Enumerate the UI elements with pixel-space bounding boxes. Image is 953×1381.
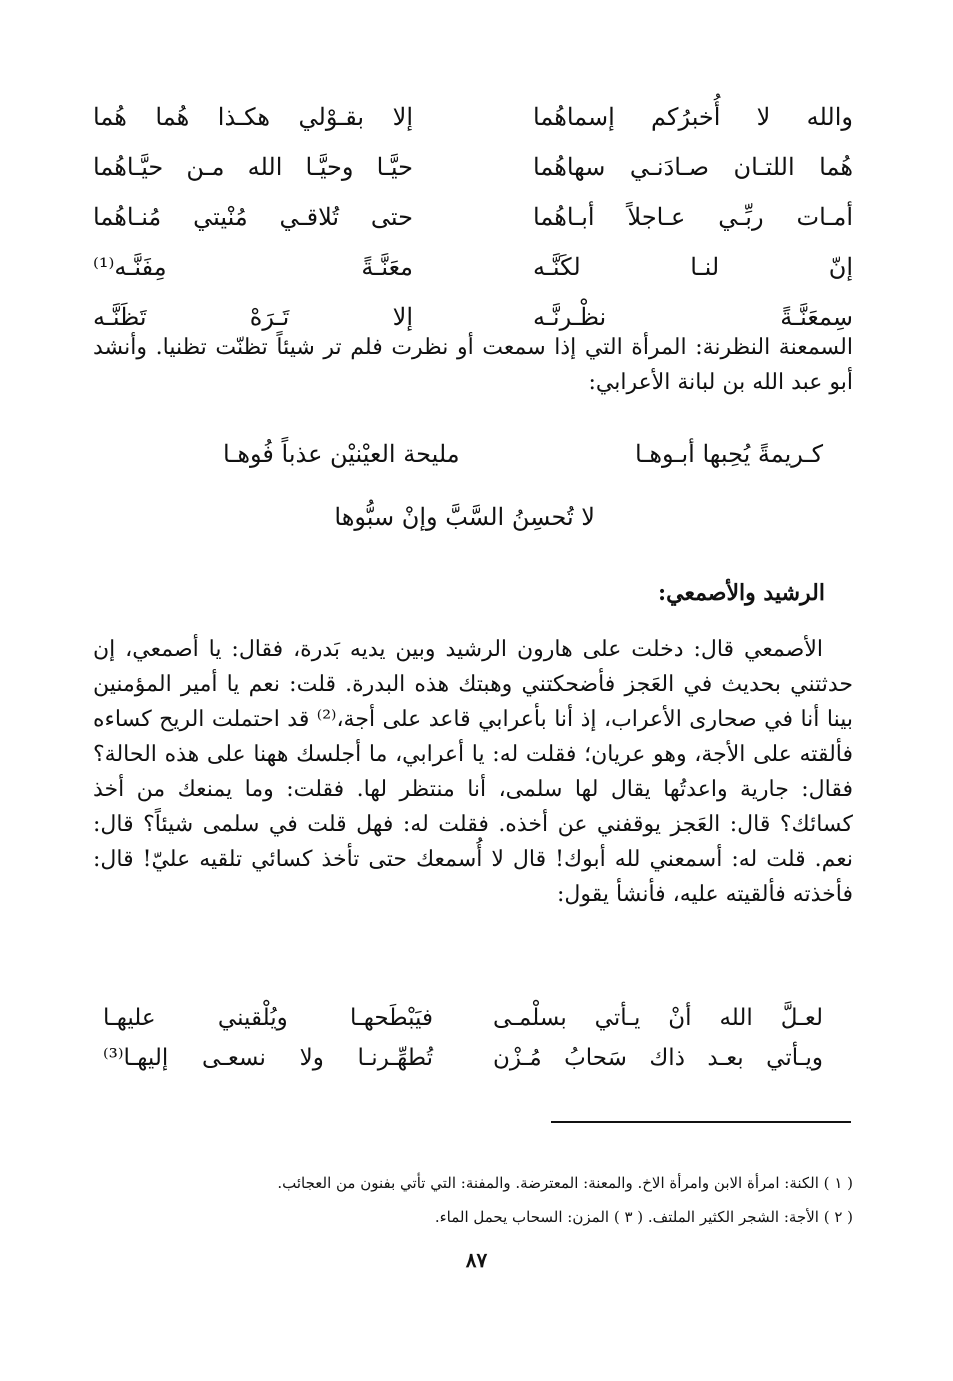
verse-first-hemistich: هُما اللتـان صـادَنـي سهاهُما — [533, 153, 853, 181]
footnote-divider — [551, 1121, 851, 1123]
verse-row — [93, 142, 853, 192]
paragraph-story: الأصمعي قال: دخلت على هارون الرشيد وبين يديه بَدرة، فقال: يا أصمعي، إن حدثتني بحديث في العَجز فأضحكتني وهبتك هذه البدرة. قلت: نعم يا أمير المؤمنين بينا أنا في صحارى الأعراب، إذ أنا بأعرابي قاعد على أجة،⁽²⁾ قد احتملت الريح كساءه فألقته على الأجة، وهو عريان؛ فقلت له: يا أعرابي، ما أجلسك ههنا على هذه الحالة؟ فقال: جارية واعدتُها يقال لها سلمى، أنا منتظر لها. فقلت: وما يمنعك من أخذ كسائك؟ قال: العَجز يوقفني عن أخذه. فقلت له: فهل قلت في سلمى شيئاً؟ قال: نعم. قلت له: أسمعني لله أبوك! قال لا أُسمعك حتى تأخذ كسائي تلقيه عليّ! قال: فأخذته فألقيته عليه، فأنشأ يقول: — [93, 637, 853, 907]
verse-first-hemistich: والله لا أُخبرُكم إسماهُما — [533, 103, 853, 131]
verse-first-hemistich: أمـات ربِّـي عـاجلاً أبـاهُما — [533, 203, 853, 231]
verse-second-hemistich: حيَّـا وحيَّـا الله مـن حيَّـاهُما — [93, 153, 413, 181]
couplet-first-hemistich: كـريمةً يُحِبها أبـوهـا — [635, 440, 823, 468]
verse-second-hemistich: فيَبْطَحهـا ويُلْقيني عليهـا — [103, 1005, 433, 1031]
verse-second-hemistich: تُطهِّـرنـا ولا نسعـى إليهـا⁽³⁾ — [103, 1045, 433, 1071]
section-heading: الرشيد والأصمعي: — [658, 580, 825, 606]
verse-second-hemistich: إلا بقـوْلي هكـذا هُما هُما — [93, 103, 413, 131]
poem-verses-bottom — [103, 998, 823, 1078]
footnote-line: ( ٢ ) الأجة: الشجر الكثير الملتف. ( ٣ ) المزن: السحاب يحمل الماء. — [434, 1208, 853, 1226]
verse-second-hemistich: معَنَّـةً مِفَنَّـه⁽¹⁾ — [93, 253, 413, 281]
footnotes — [93, 1166, 853, 1234]
verse-first-hemistich: لعـلَّ الله أنْ يـأتي بسلْمـى — [493, 1005, 823, 1031]
paragraph-samanna: السمعنة النظرنة: المرأة التي إذا سمعت أو نظرت فلم تر شيئاً تظنّت تظنيا. وأنشد أبو عبد الله بن لبانة الأعرابي: — [93, 335, 853, 395]
verse-second-hemistich: حتى تُلاقـي مُنْيتي مُنـاهُما — [93, 203, 413, 231]
verse-first-hemistich: ويـأتي بعـد ذاك سَحابُ مُـزْن — [493, 1045, 823, 1071]
poem-verses-top — [93, 92, 853, 342]
verse-first-hemistich: إنّ لنـا لكَنَّـه — [533, 253, 853, 281]
verse-first-hemistich: سِمعَنَّـةً نظْـرنَّـه — [533, 303, 853, 331]
couplet-closing-line: لا تُحسِنُ السَّبَّ وإنْ سبُّوها — [334, 503, 595, 531]
verse-row — [93, 242, 853, 292]
verse-second-hemistich: إلا تَـرَهْ تَظَنَّـه — [93, 303, 413, 331]
verse-row — [103, 1038, 823, 1078]
couplet-row — [223, 440, 823, 468]
verse-row — [103, 998, 823, 1038]
footnote-line: ( ١ ) الكنة: امرأة الابن وامرأة الاخ. والمعنة: المعترضة. والمفنة: التي تأتي بفنون من العجائب. — [277, 1174, 853, 1192]
couplet-second-hemistich: مليحة العيْنيْن عذباً فُوهـا — [223, 440, 460, 468]
verse-row — [93, 192, 853, 242]
verse-row — [93, 92, 853, 142]
page-number: ٨٧ — [465, 1248, 488, 1272]
